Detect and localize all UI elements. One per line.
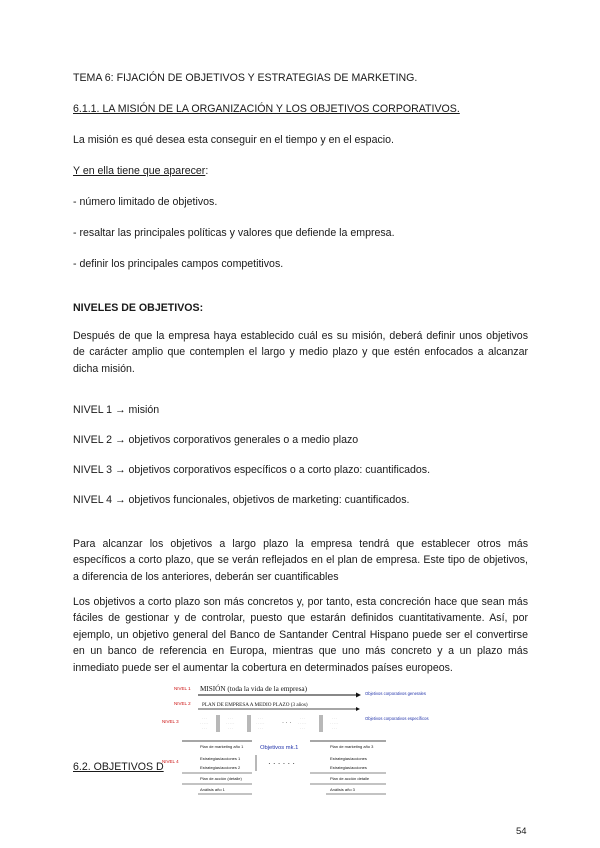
mission-definition: La misión es qué desea esta conseguir en el tiempo y en el espacio. <box>73 134 394 146</box>
svg-text:· · · · ·: · · · · · <box>298 721 307 725</box>
svg-text:· · ·: · · · <box>228 726 233 730</box>
must-appear-label: Y en ella tiene que aparecer <box>73 165 206 177</box>
level-2: NIVEL 2 → objetivos corporativos generales o a medio plazo <box>73 434 359 446</box>
diagram-level-4: NIVEL 4 <box>162 759 179 764</box>
next-section-title: 6.2. OBJETIVOS D <box>73 761 164 773</box>
concrete-paragraph: Los objetivos a corto plazo son más concretos y, por tanto, esta concreción hace que sean más fáciles de gestionar y de controlar, puesto que estarán definidos cuantitativamente. Así, por ejemplo, un objetivo general del Banco de Santander Central Hispano puede ser el convertirse en un banco de referencia en Europa, mientras que uno más concreto y a un plazo más inmediato puede ser el aumentar la cobertura en determinados países europeos. <box>73 596 528 674</box>
bullet-1: - número limitado de objetivos. <box>73 196 218 208</box>
diagram-dots: · · · · · · <box>268 759 296 768</box>
level-3: NIVEL 3 → objetivos corporativos específicos o a corto plazo: cuantificados. <box>73 464 431 476</box>
diagram-mkt-label: Objetivos mk.1 <box>260 745 299 751</box>
diagram-right-stack <box>310 741 386 794</box>
levels-intro: Después de que la empresa haya establecido cuál es su misión, deberá definir unos objetivos de carácter amplio que contemplen el largo y medio plazo y que estén enfocados a alcanzar dicha misión. <box>73 330 528 375</box>
svg-text:· · ·: · · · <box>332 726 337 730</box>
diagram-left-stack <box>182 741 256 794</box>
svg-text:· · ·: · · · <box>300 716 305 720</box>
chapter-title: TEMA 6: FIJACIÓN DE OBJETIVOS Y ESTRATEGIAS DE MARKETING. <box>73 72 418 84</box>
diagram-right-row-3: Estrategias/acciones <box>330 765 367 770</box>
diagram-label-general: Objetivos corporativos generales <box>365 691 426 696</box>
svg-text:· · · · ·: · · · · · <box>200 721 209 725</box>
svg-text:· · ·: · · · <box>202 716 207 720</box>
svg-text:· · · · ·: · · · · · <box>226 721 235 725</box>
diagram-right-row-2: Estrategias/acciones <box>330 756 367 761</box>
svg-text:· · ·: · · · <box>332 716 337 720</box>
diagram-left-row-4: Plan de acción (detalle) <box>200 776 242 781</box>
diagram-mission-bar: MISIÓN (toda la vida de la empresa) <box>200 685 307 693</box>
diagram-level-2: NIVEL 2 <box>174 701 191 706</box>
diagram-left-row-1: Plan de marketing año 1 <box>200 744 244 749</box>
diagram-year-columns <box>200 715 338 732</box>
diagram-level-1: NIVEL 1 <box>174 686 191 691</box>
short-term-paragraph: Para alcanzar los objetivos a largo plazo la empresa tendrá que establecer otros más específicos a corto plazo, que se verán reflejados en el plan de empresa. Este tipo de objetivos, a diferencia de los anteriores, deberán ser cuantificables <box>73 538 528 583</box>
levels-heading: NIVELES DE OBJETIVOS: <box>73 302 204 314</box>
bullet-2: - resaltar las principales políticas y valores que defiende la empresa. <box>73 227 395 239</box>
must-appear-colon: : <box>205 165 209 177</box>
diagram-right-row-1: Plan de marketing año 3 <box>330 744 374 749</box>
diagram-label-specific: Objetivos corporativos específicos <box>365 716 429 721</box>
section-title: 6.1.1. LA MISIÓN DE LA ORGANIZACIÓN Y LOS OBJETIVOS CORPORATIVOS. <box>73 103 460 115</box>
level-1: NIVEL 1 → misión <box>73 404 160 416</box>
bullet-3: - definir los principales campos competitivos. <box>73 258 284 270</box>
diagram-right-row-5: Análisis año 3 <box>330 787 355 792</box>
must-appear-line <box>73 165 208 177</box>
diagram-right-row-4: Plan de acción detalle <box>330 776 370 781</box>
svg-text:· · ·: · · · <box>282 720 292 726</box>
svg-text:· · · · ·: · · · · · <box>330 721 339 725</box>
svg-text:· · · · ·: · · · · · <box>256 721 265 725</box>
diagram-plan-bar: PLAN DE EMPRESA A MEDIO PLAZO (3 años) <box>202 702 308 708</box>
diagram-left-row-2: Estrategias/acciones 1 <box>200 756 241 761</box>
svg-text:· · ·: · · · <box>258 726 263 730</box>
diagram-left-row-3: Estrategias/acciones 2 <box>200 765 241 770</box>
svg-text:· · ·: · · · <box>202 726 207 730</box>
level-4: NIVEL 4 → objetivos funcionales, objetivos de marketing: cuantificados. <box>73 494 410 506</box>
page-number: 54 <box>516 826 527 837</box>
svg-text:· · ·: · · · <box>258 716 263 720</box>
svg-text:· · ·: · · · <box>300 726 305 730</box>
diagram-left-row-5: Análisis año 1 <box>200 787 225 792</box>
objectives-diagram <box>160 683 429 820</box>
diagram-level-3: NIVEL 3 <box>162 719 179 724</box>
svg-text:· · ·: · · · <box>228 716 233 720</box>
